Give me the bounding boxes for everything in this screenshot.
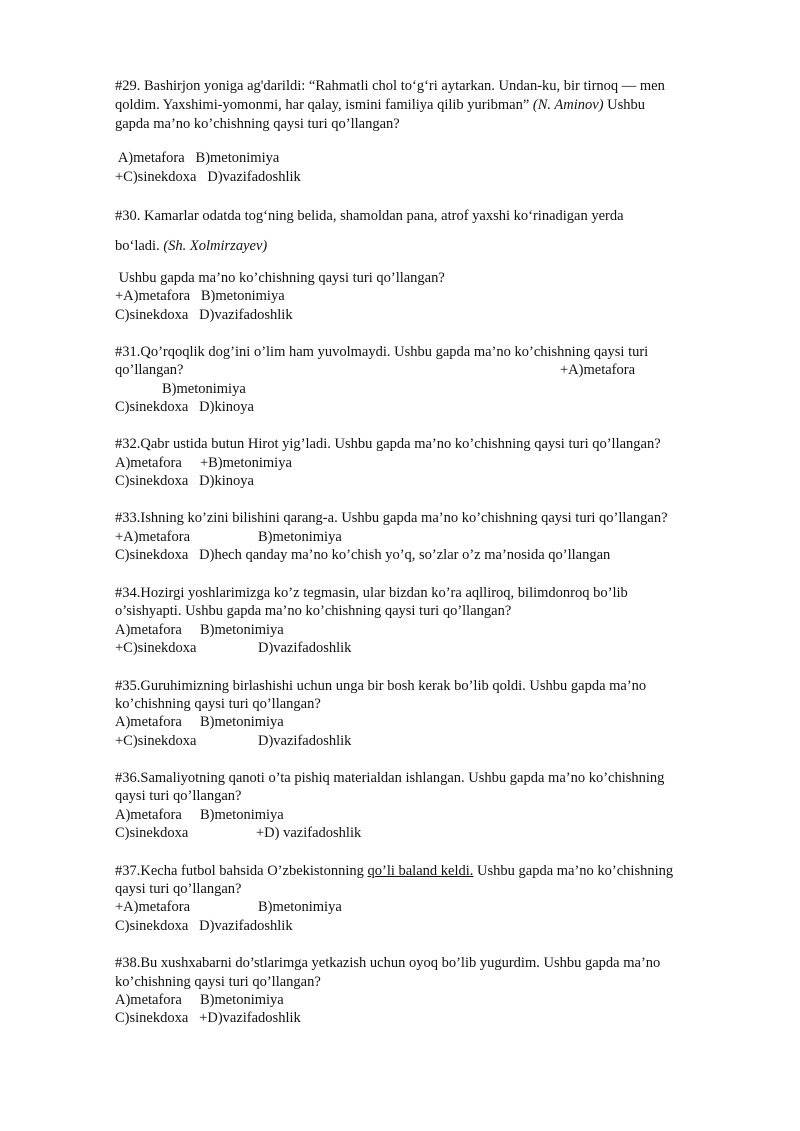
answer-option: +D) vazifadoshlik — [256, 825, 362, 841]
answer-option: +A)metafora — [115, 529, 190, 545]
answer-options: A)metafora +B)metonimiya — [115, 455, 292, 471]
question-text: #31.Qo’rqoqlik dog’ini o’lim ham yuvolmaydi. Ushbu gapda ma’no ko’chishning qaysi turi — [115, 344, 649, 360]
answer-option: +C)sinekdoxa — [115, 640, 197, 656]
question-text: #33.Ishning ko’zini bilishini qarang-a. Ushbu gapda ma’no ko’chishning qaysi turi qo’llangan? — [115, 510, 668, 526]
question-text: #29. Bashirjon yoniga ag'darildi: “Rahmatli chol to‘g‘ri aytarkan. Undan-ku, bir tirnoq — men — [115, 78, 665, 94]
answer-options: C)sinekdoxa D)hech qanday ma’no ko’chish yo’q, so’zlar o’z ma’nosida qo’llangan — [115, 547, 611, 563]
question-text: #37.Kecha futbol bahsida O’zbekistonning qo’li baland keldi. Ushbu gapda ma’no ko’chishning — [115, 863, 674, 879]
answer-option: D)vazifadoshlik — [258, 640, 352, 656]
answer-option: B)metonimiya — [162, 381, 246, 397]
answer-options: C)sinekdoxa D)kinoya — [115, 399, 254, 415]
question-text: ko’chishning qaysi turi qo’llangan? — [115, 974, 321, 990]
answer-option: +A)metafora — [560, 362, 635, 378]
answer-option: B)metonimiya — [258, 899, 342, 915]
answer-options: C)sinekdoxa D)kinoya — [115, 473, 254, 489]
question-text: qaysi turi qo’llangan? — [115, 881, 242, 897]
answer-options: A)metafora B)metonimiya — [115, 714, 284, 730]
answer-option: B)metonimiya — [258, 529, 342, 545]
answer-option: D)vazifadoshlik — [258, 733, 352, 749]
underlined-phrase: qo’li baland keldi. — [367, 863, 474, 879]
question-text: qaysi turi qo’llangan? — [115, 788, 242, 804]
question-text: #32.Qabr ustida butun Hirot yig’ladi. Ushbu gapda ma’no ko’chishning qaysi turi qo’llangan? — [115, 436, 661, 452]
answer-options: +A)metafora B)metonimiya — [115, 288, 285, 304]
answer-options: A)metafora B)metonimiya — [115, 807, 284, 823]
question-text: #34.Hozirgi yoshlarimizga ko’z tegmasin, ular bizdan ko’ra aqlliroq, bilimdonroq bo’lib — [115, 585, 628, 601]
answer-options: C)sinekdoxa D)vazifadoshlik — [115, 918, 293, 934]
answer-options: C)sinekdoxa D)vazifadoshlik — [115, 307, 293, 323]
question-text: o’sishyapti. Ushbu gapda ma’no ko’chishning qaysi turi qo’llangan? — [115, 603, 512, 619]
question-text: #36.Samaliyotning qanoti o’ta pishiq materialdan ishlangan. Ushbu gapda ma’no ko’chishning — [115, 770, 665, 786]
source-citation: (Sh. Xolmirzayev) — [163, 238, 268, 254]
answer-options: +C)sinekdoxa D)vazifadoshlik — [115, 169, 301, 185]
question-text: bo‘ladi. (Sh. Xolmirzayev) — [115, 238, 268, 254]
question-text: qo’llangan? — [115, 362, 184, 378]
question-text: gapda ma’no ko’chishning qaysi turi qo’llangan? — [115, 116, 400, 132]
question-text: #38.Bu xushxabarni do’stlarimga yetkazish uchun oyoq bo’lib yugurdim. Ushbu gapda ma’no — [115, 955, 661, 971]
question-text: qoldim. Yaxshimi-yomonmi, har qalay, ismini familiya qilib yuribman” (N. Aminov) Ushbu — [115, 97, 646, 113]
answer-option: +C)sinekdoxa — [115, 733, 197, 749]
answer-options: A)metafora B)metonimiya — [115, 150, 280, 166]
answer-option: +A)metafora — [115, 899, 190, 915]
question-text: #35.Guruhimizning birlashishi uchun unga bir bosh kerak bo’lib qoldi. Ushbu gapda ma’no — [115, 678, 647, 694]
answer-option: C)sinekdoxa — [115, 825, 189, 841]
source-citation: (N. Aminov) — [532, 97, 604, 113]
question-text: #30. Kamarlar odatda tog‘ning belida, shamoldan pana, atrof yaxshi ko‘rinadigan yerda — [115, 208, 624, 224]
answer-options: A)metafora B)metonimiya — [115, 992, 284, 1008]
question-text: ko’chishning qaysi turi qo’llangan? — [115, 696, 321, 712]
answer-options: A)metafora B)metonimiya — [115, 622, 284, 638]
question-text: Ushbu gapda ma’no ko’chishning qaysi turi qo’llangan? — [115, 270, 445, 286]
answer-options: C)sinekdoxa +D)vazifadoshlik — [115, 1010, 301, 1026]
